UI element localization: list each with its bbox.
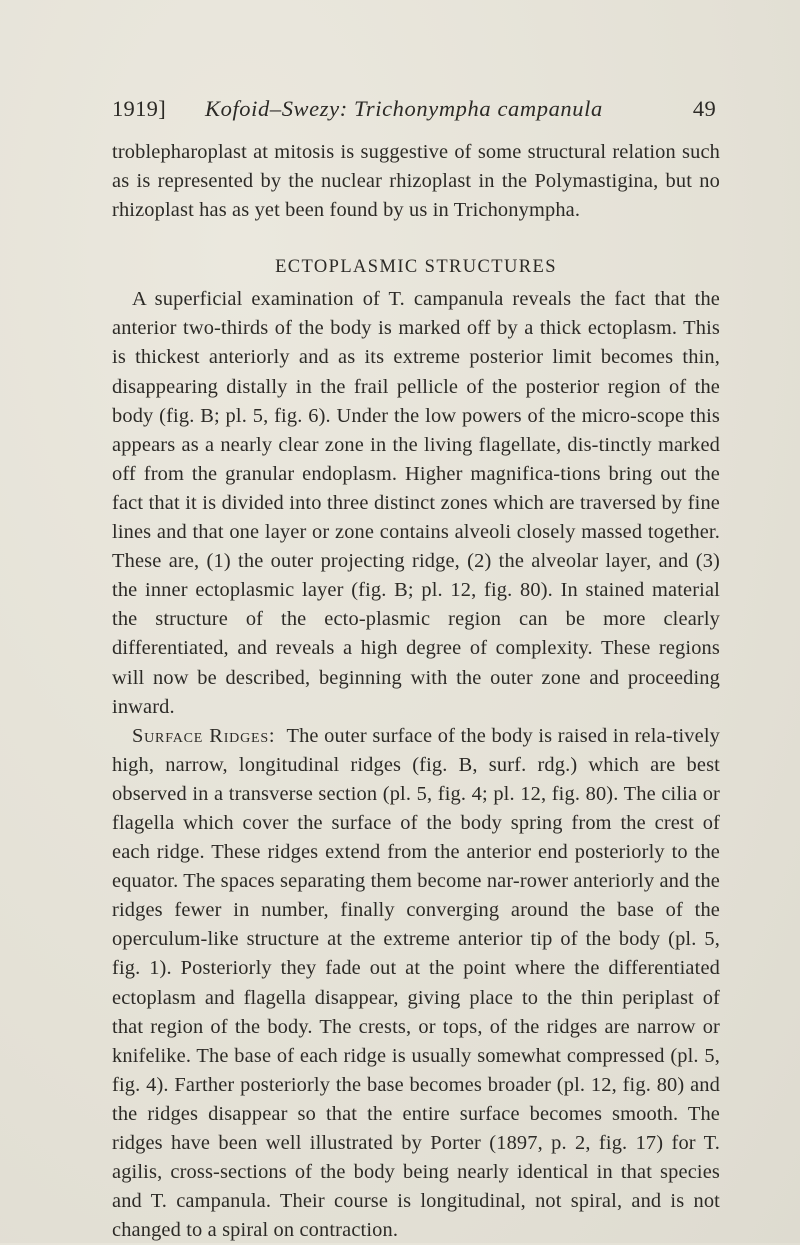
paragraph-ectoplasm-overview: A superficial examination of T. campanula reveals the fact that the anterior two-thirds of the body is marked off by a thick ectoplasm. This is thickest anteriorly and as its extreme posterior limit becomes thin, disappearing distally in the frail pellicle of the posterior region of the body (fig. B; pl. 5, fig. 6). Under the low powers of the micro-scope this appears as a nearly clear zone in the living flagellate, dis-tinctly marked off from the granular endoplasm. Higher magnifica-tions bring out the fact that it is divided into three distinct zones which are traversed by fine lines and that one layer or zone contains alveoli closely massed together. These are, (1) the outer projecting ridge, (2) the alveolar layer, and (3) the inner ectoplasmic layer (fig. B; pl. 12, fig. 80). In stained material the structure of the ecto-plasmic region can be more clearly differentiated, and reveals a high degree of complexity. These regions will now be described, beginning with the outer zone and proceeding inward. xyxy=(112,288,720,718)
running-head-year: 1919] xyxy=(112,96,166,121)
body-text xyxy=(112,138,720,1245)
running-head xyxy=(112,94,716,124)
paragraph-continuation: troblepharoplast at mitosis is suggestive of some structural relation such as is represented by the nuclear rhizoplast in the Polymastigina, but no rhizoplast has as yet been found by us in Trichonympha. xyxy=(112,141,720,222)
subsection-heading: Surface Ridges: xyxy=(132,724,276,747)
running-head-title: Kofoid–Swezy: Trichonympha campanula xyxy=(205,96,603,121)
page-number: 49 xyxy=(692,96,716,121)
section-heading: ECTOPLASMIC STRUCTURES xyxy=(275,257,557,278)
paragraph-surface-ridges-text: The outer surface of the body is raised in rela-tively high, narrow, longitudinal ridges (fig. B, surf. rdg.) which are best observed in a transverse section (pl. 5, fig. 4; pl. 12, fig. 80). The cilia or flagella which cover the surface of the body spring from the crest of each ridge. These ridges extend from the anterior end posteriorly to the equator. The spaces separating them become nar-rower anteriorly and the ridges fewer in number, finally converging around the base of the operculum-like structure at the extreme anterior tip of the body (pl. 5, fig. 1). Posteriorly they fade out at the point where the differentiated ectoplasm and flagella disappear, giving place to the thin periplast of that region of the body. The crests, or tops, of the ridges are narrow or knifelike. The base of each ridge is usually somewhat compressed (pl. 5, fig. 4). Farther posteriorly the base becomes broader (pl. 12, fig. 80) and the ridges disappear so that the entire surface becomes smooth. The ridges have been well illustrated by Porter (1897, p. 2, fig. 17) for T. agilis, cross-sections of the body being nearly identical in that species and T. campanula. Their course is longitudinal, not spiral, and is not changed to a spiral on contraction. xyxy=(112,724,721,1242)
paragraph-surface-ridges xyxy=(112,722,720,1245)
